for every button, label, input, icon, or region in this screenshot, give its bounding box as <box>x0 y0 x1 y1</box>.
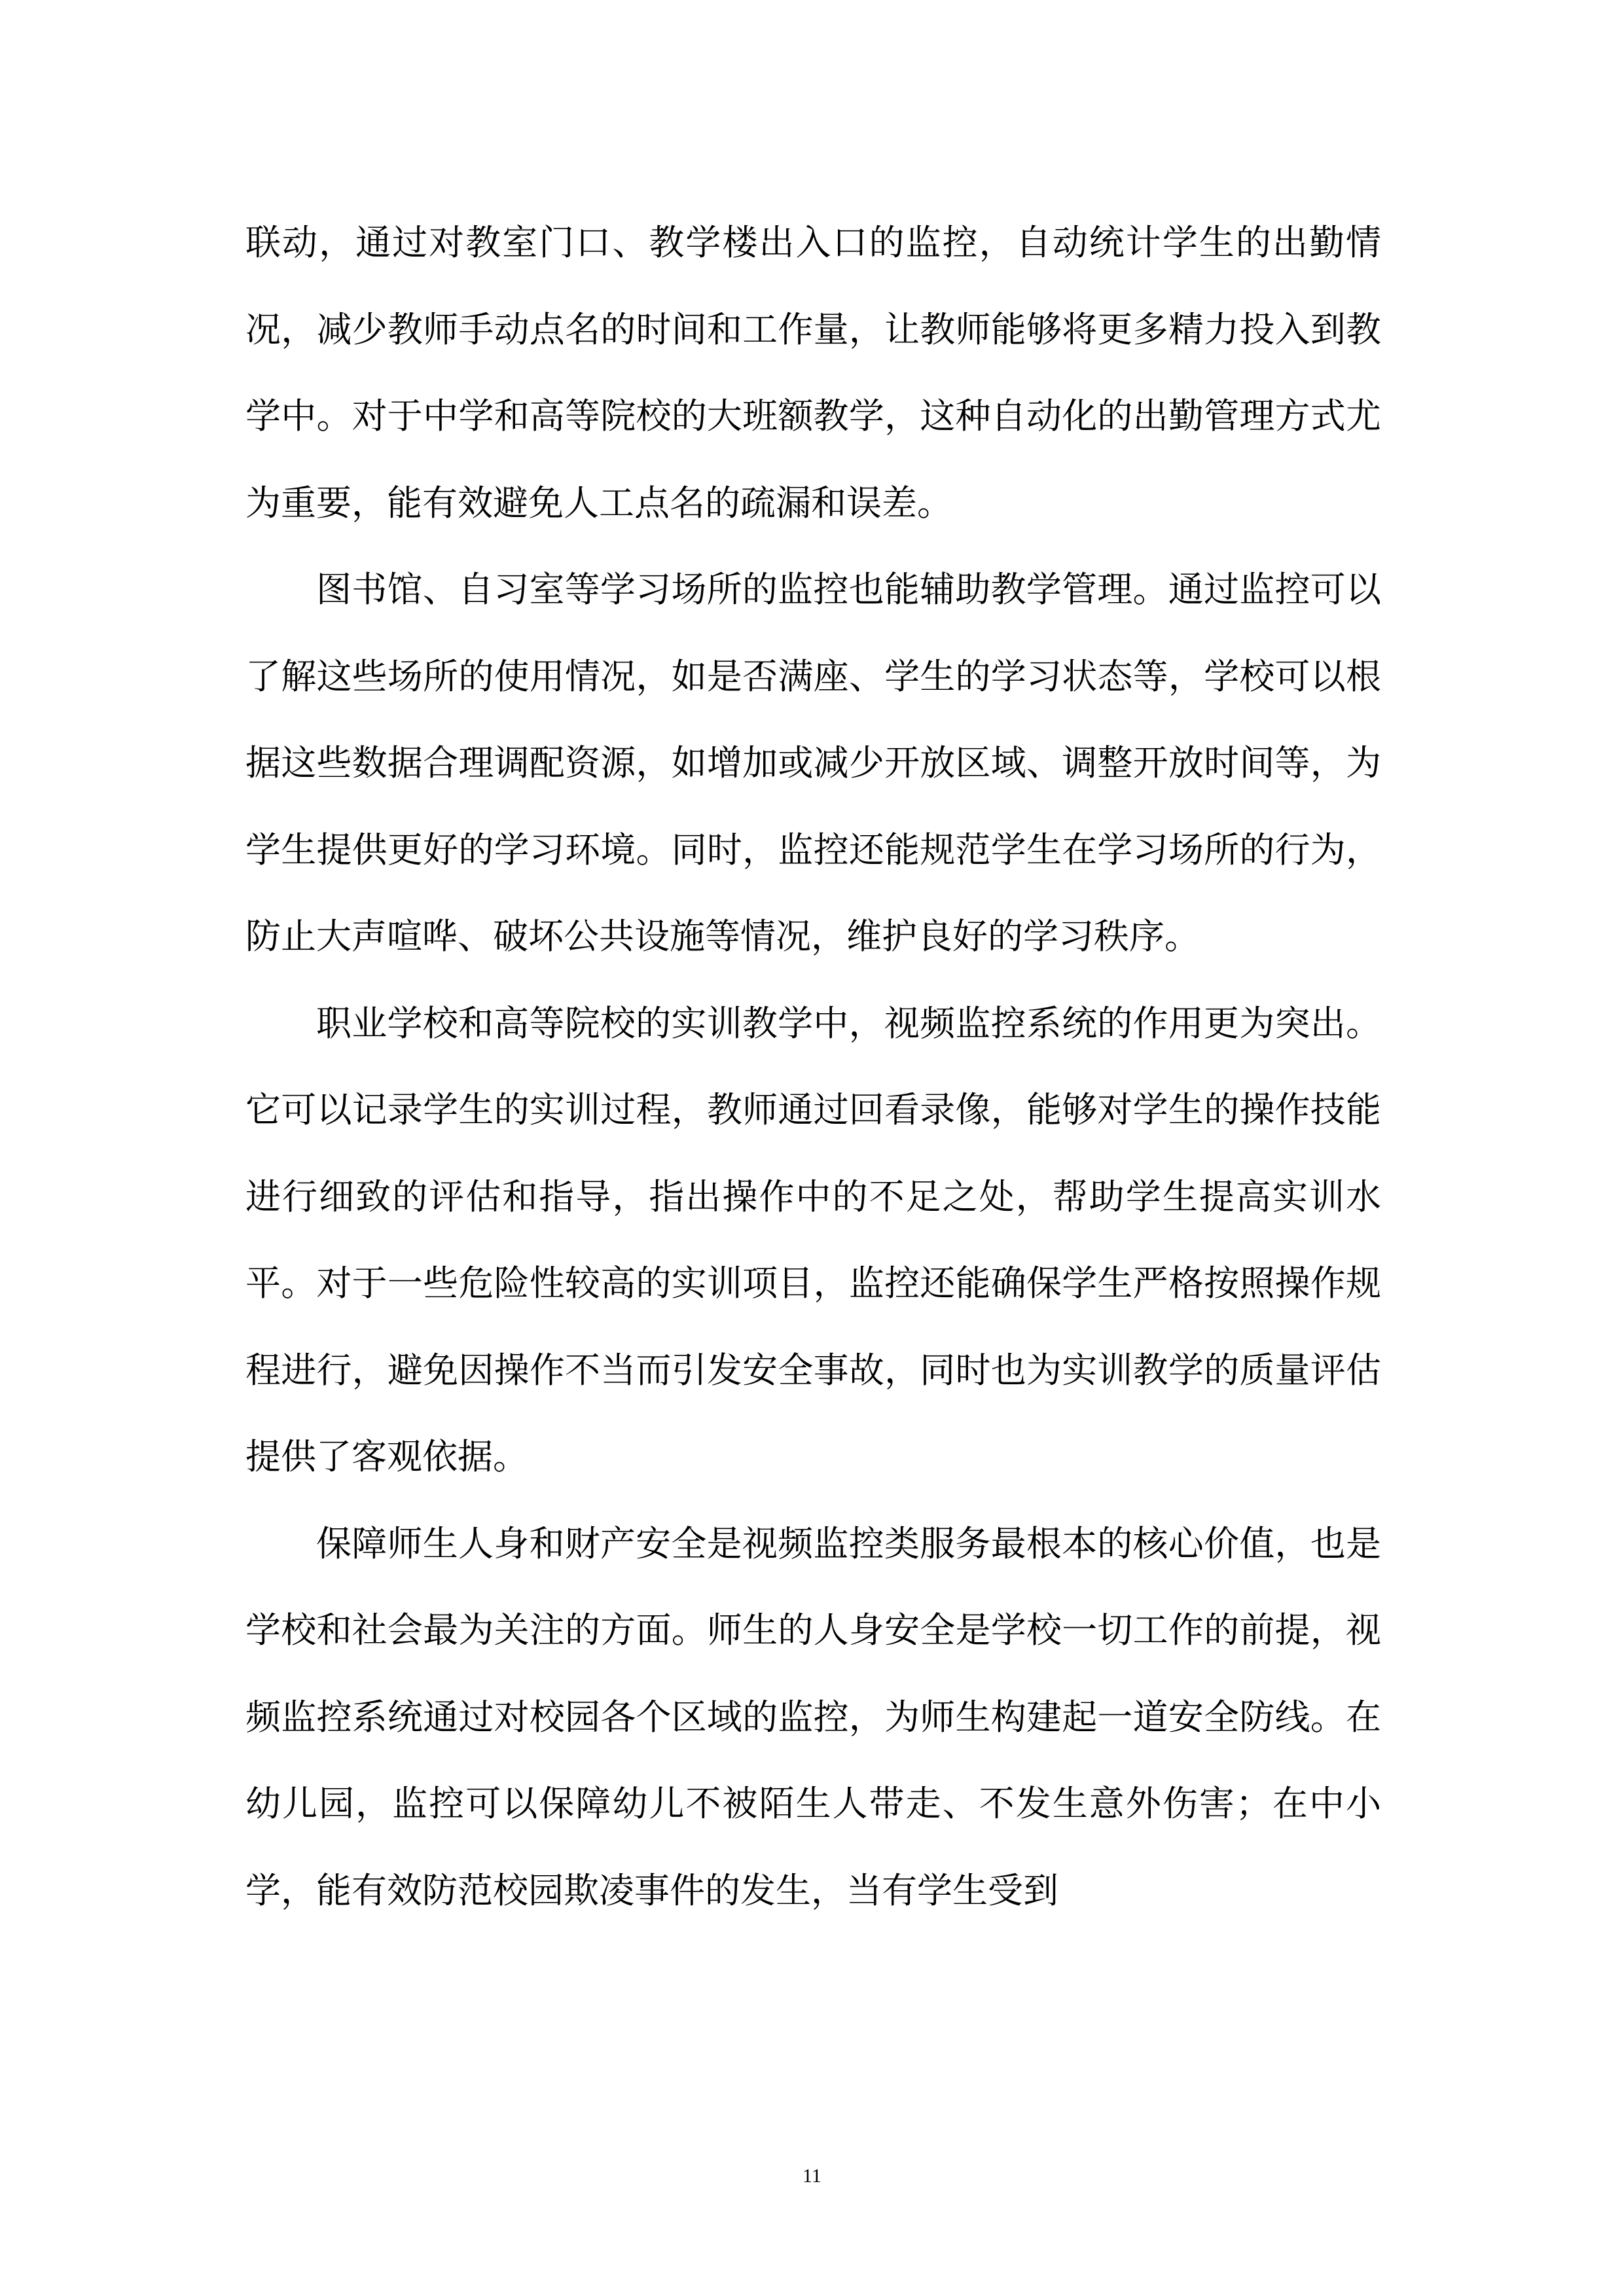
paragraph-1: 联动，通过对教室门口、教学楼出入口的监控，自动统计学生的出勤情况，减少教师手动点名的时间和工作量，让教师能够将更多精力投入到教学中。对于中学和高等院校的大班额教学，这种自动化的出勤管理方式尤为重要，能有效避免人工点名的疏漏和误差。 <box>245 222 1381 524</box>
page-number: 11 <box>803 2165 821 2187</box>
paragraph-3: 职业学校和高等院校的实训教学中，视频监控系统的作用更为突出。它可以记录学生的实训过程，教师通过回看录像，能够对学生的操作技能进行细致的评估和指导，指出操作中的不足之处，帮助学生提高实训水平。对于一些危险性较高的实训项目，监控还能确保学生严格按照操作规程进行，避免因操作不当而引发安全事故，同时也为实训教学的质量评估提供了客观依据。 <box>245 1002 1381 1477</box>
paragraph-2: 图书馆、自习室等学习场所的监控也能辅助教学管理。通过监控可以了解这些场所的使用情况，如是否满座、学生的学习状态等，学校可以根据这些数据合理调配资源，如增加或减少开放区域、调整开放时间等，为学生提供更好的学习环境。同时，监控还能规范学生在学习场所的行为，防止大声喧哗、破坏公共设施等情况，维护良好的学习秩序。 <box>245 569 1381 957</box>
paragraph-4: 保障师生人身和财产安全是视频监控类服务最根本的核心价值，也是学校和社会最为关注的方面。师生的人身安全是学校一切工作的前提，视频监控系统通过对校园各个区域的监控，为师生构建起一道安全防线。在幼儿园，监控可以保障幼儿不被陌生人带走、不发生意外伤害；在中小学，能有效防范校园欺凌事件的发生，当有学生受到 <box>245 1522 1381 1911</box>
body-text <box>245 200 1381 1934</box>
